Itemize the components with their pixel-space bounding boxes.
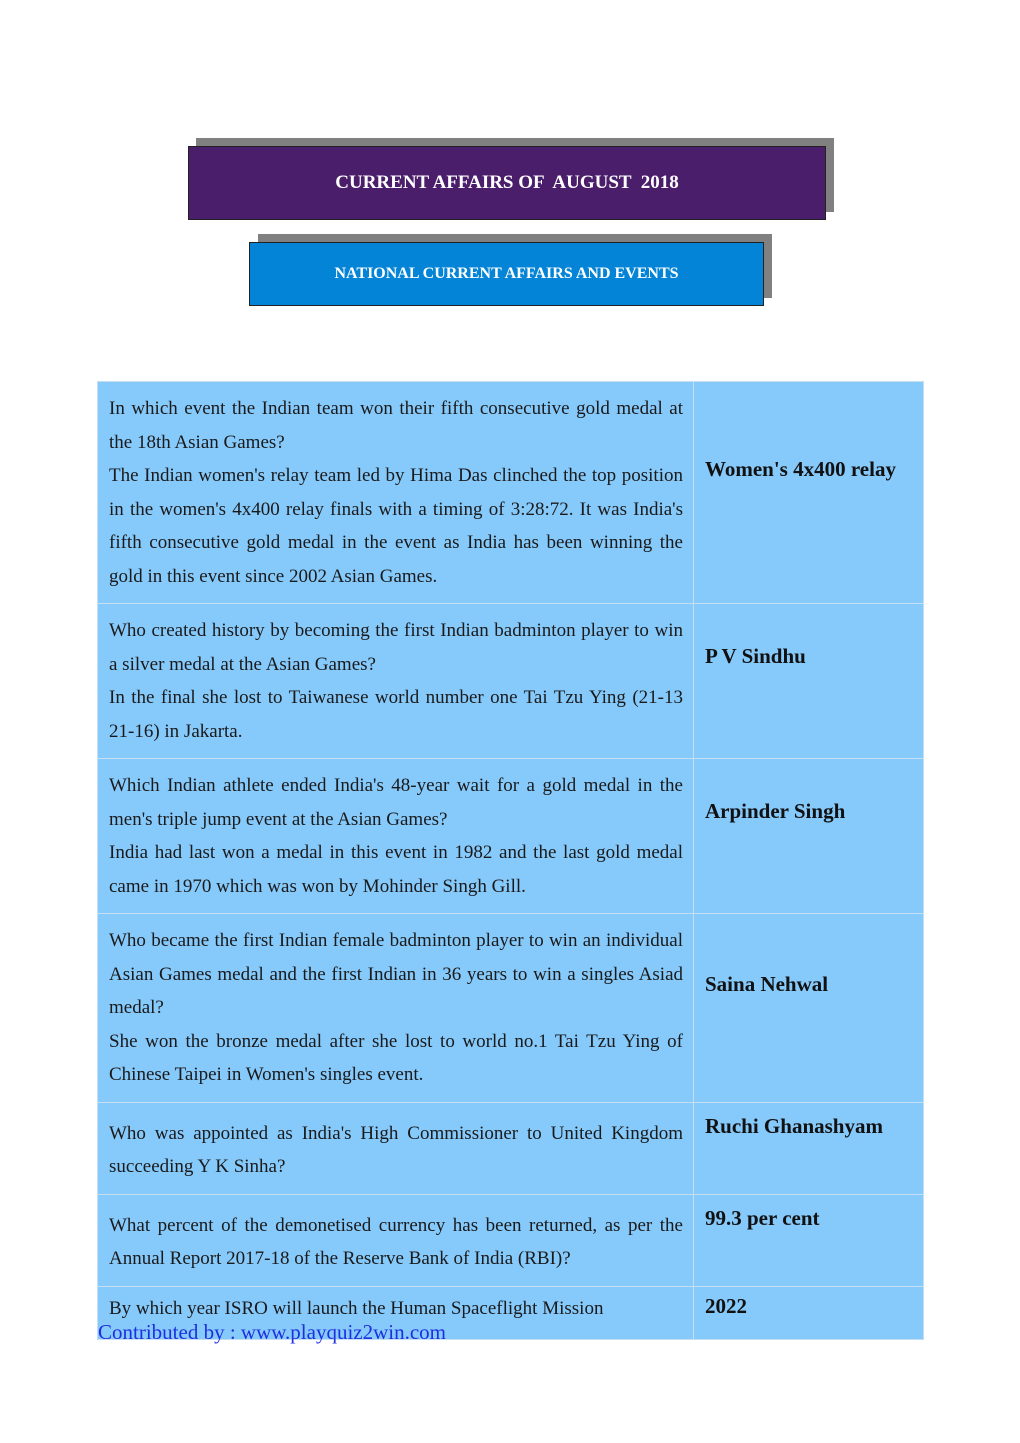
question-cell: [98, 1194, 694, 1286]
answer-cell: [694, 1194, 924, 1286]
question-text: Who was appointed as India's High Commissioner to United Kingdom succeeding Y K Sinha?: [109, 1122, 683, 1177]
question-text: Who became the first Indian female badminton player to win an individual Asian Games medal and the first Indian in 36 years to win a singles Asiad medal?: [109, 930, 683, 1018]
answer-cell: [694, 914, 924, 1103]
question-text: Which Indian athlete ended India's 48-year wait for a gold medal in the men's triple jump event at the Asian Games?: [109, 775, 683, 830]
section-title: NATIONAL CURRENT AFFAIRS AND EVENTS: [334, 265, 679, 282]
contributed-by-link[interactable]: Contributed by : www.playquiz2win.com: [98, 1320, 447, 1344]
answer-text: 99.3 per cent: [705, 1205, 820, 1230]
page-title: CURRENT AFFAIRS OF AUGUST 2018: [335, 172, 679, 193]
table-row: [98, 1194, 924, 1286]
table-row: [98, 604, 924, 759]
question-explanation: The Indian women's relay team led by Hima Das clinched the top position in the women's 4x400 relay finals with a timing of 3:28:72. It was India's fifth consecutive gold medal in the event as India has been winning the gold in this event since 2002 Asian Games.: [109, 465, 683, 587]
answer-text: 2022: [705, 1293, 747, 1318]
question-cell: [98, 914, 694, 1103]
question-explanation: India had last won a medal in this event in 1982 and the last gold medal came in 1970 which was won by Mohinder Singh Gill.: [109, 842, 683, 897]
answer-cell: [694, 759, 924, 914]
question-explanation: In the final she lost to Taiwanese world number one Tai Tzu Ying (21-13 21-16) in Jakarta.: [109, 687, 683, 742]
subtitle-banner: [249, 242, 764, 306]
question-cell: [98, 604, 694, 759]
answer-cell: [694, 604, 924, 759]
question-text: What percent of the demonetised currency has been returned, as per the Annual Report 2017-18 of the Reserve Bank of India (RBI)?: [109, 1214, 683, 1269]
title-banner: [188, 146, 826, 220]
question-cell: [98, 1102, 694, 1194]
question-text: By which year ISRO will launch the Human Spaceflight Mission: [109, 1297, 604, 1319]
question-cell: [98, 382, 694, 604]
answer-cell: [694, 1286, 924, 1339]
answer-text: Ruchi Ghanashyam: [705, 1113, 883, 1138]
question-table: [97, 381, 924, 1340]
answer-text: Arpinder Singh: [705, 799, 846, 823]
answer-cell: [694, 382, 924, 604]
table-row: [98, 1102, 924, 1194]
question-text: Who created history by becoming the first Indian badminton player to win a silver medal at the Asian Games?: [109, 620, 683, 675]
table-row: [98, 914, 924, 1103]
table-row: [98, 382, 924, 604]
question-text: In which event the Indian team won their fifth consecutive gold medal at the 18th Asian Games?: [109, 398, 683, 453]
answer-text: Women's 4x400 relay: [705, 457, 896, 481]
question-cell: [98, 759, 694, 914]
answer-text: P V Sindhu: [705, 644, 806, 668]
question-explanation: She won the bronze medal after she lost to world no.1 Tai Tzu Ying of Chinese Taipei in Women's singles event.: [109, 1030, 683, 1085]
table-row: [98, 759, 924, 914]
answer-text: Saina Nehwal: [705, 972, 829, 996]
answer-cell: [694, 1102, 924, 1194]
